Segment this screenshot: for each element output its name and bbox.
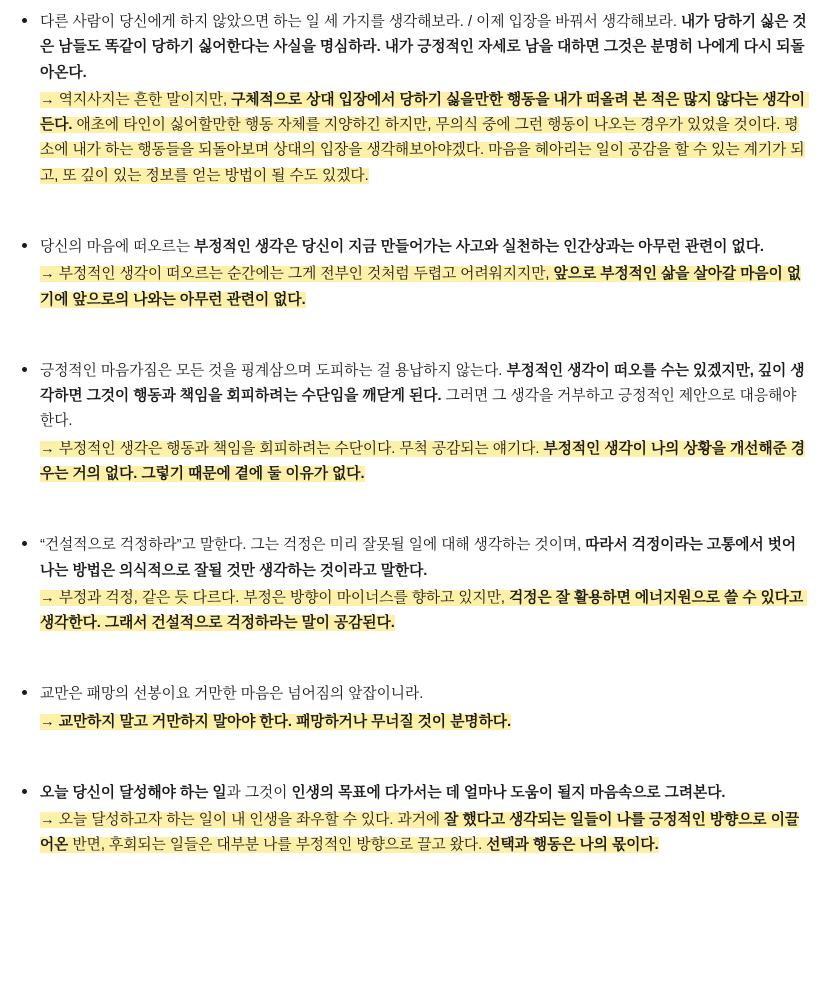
commentary-run: → 교만하지 말고 거만하지 말아야 한다. 패망하거나 무너질 것이 분명하다. [40,713,512,730]
quote-run: 따라서 걱정이라는 고통에서 벗어나는 방법은 의식적으로 잘될 것만 생각하는 것이라고 말한다. [40,537,797,579]
commentary-text [40,88,809,189]
commentary-run: → 부정적인 생각이 떠오르는 순간에는 그게 전부인 것처럼 두렵고 어려워지지만, [40,266,554,283]
commentary-run: 앞으로 부정적인 삶을 살아갈 마음이 없기에 앞으로의 나와는 아무런 관련이 없다. [40,266,802,308]
quote-text [40,682,809,707]
note-item [18,533,809,636]
quote-run: 다른 사람이 당신에게 하지 않았으면 하는 일 세 가지를 생각해보라. / 이제 입장을 바꿔서 생각해보라. [40,14,681,30]
commentary-run: 잘 했다고 생각되는 일들이 나를 긍정적인 방향으로 이끌어온 [40,812,800,854]
note-list [18,10,809,859]
commentary-run: → 역지사지는 흔한 말이지만, [40,91,232,108]
quote-run: 부정적인 생각이 떠오를 수는 있겠지만, 깊이 생각하면 그것이 행동과 책임을 회피하려는 수단임을 깨닫게 된다. [40,362,805,405]
note-item [18,781,809,859]
commentary-run: → 부정적인 생각은 행동과 책임을 회피하려는 수단이다. 무척 공감되는 얘기다. [40,440,544,457]
quote-run: 오늘 당신이 달성해야 하는 일 [40,784,227,801]
quote-run: 당신의 마음에 떠오르는 [40,238,195,255]
quote-run: 교만은 패망의 선봉이요 거만한 마음은 넘어짐의 앞잡이니라. [40,686,424,703]
quote-text [40,10,809,86]
commentary-text [40,808,809,859]
commentary-run: 부정적인 생각이 나의 상황을 개선해준 경우는 거의 없다. 그렇기 때문에 곁에 둘 이유가 없다. [40,440,806,482]
quote-run: 부정적인 생각은 당신이 지금 만들어가는 사고와 실천하는 인간상과는 아무런 관련이 없다. [194,238,764,255]
commentary-text [40,586,809,637]
quote-run: 인생의 목표에 다가서는 데 얼마나 도움이 될지 마음속으로 그려본다. [291,784,726,801]
commentary-run: 구체적으로 상대 입장에서 당하기 싫을만한 행동을 내가 떠올려 본 적은 많지 않다는 생각이 든다. [40,91,810,134]
note-item [18,10,809,189]
commentary-run: → 부정과 걱정, 같은 듯 다르다. 부정은 방향이 마이너스를 향하고 있지만, [40,589,510,606]
commentary-text [40,437,809,488]
quote-text [40,533,809,584]
quote-run: 내가 당하기 싫은 것은 남들도 똑같이 당하기 싫어한다는 사실을 명심하라. 내가 긍정적인 자세로 남을 대하면 그것은 분명히 나에게 다시 되돌아온다. [40,14,807,81]
commentary-run: → 오늘 달성하고자 하는 일이 내 인생을 좌우할 수 있다. 과거에 [40,812,445,829]
quote-text [40,235,809,260]
quote-text [40,781,809,806]
quote-run: 긍정적인 마음가짐은 모든 것을 핑계삼으며 도피하는 걸 용납하지 않는다. [40,362,507,379]
commentary-text [40,710,809,735]
note-item [18,235,809,313]
note-item [18,359,809,487]
note-item [18,682,809,735]
quote-run: 과 그것이 [226,784,292,801]
quote-run: “건설적으로 걱정하라”고 말한다. 그는 걱정은 미리 잘못될 일에 대해 생각하는 것이며, [40,537,586,554]
quote-run: 그러면 그 생각을 거부하고 긍정적인 제안으로 대응해야 한다. [40,388,801,430]
quote-text [40,359,809,435]
commentary-run: 걱정은 잘 활용하면 에너지원으로 쓸 수 있다고 생각한다. 그래서 건설적으로 걱정하라는 말이 공감된다. [40,589,808,632]
commentary-run: 애초에 타인이 싫어할만한 행동 자체를 지양하긴 하지만, 무의식 중에 그런 행동이 나오는 경우가 있었을 것이다. 평소에 내가 하는 행동들을 되돌아보며 상대의 입장을 생각해보아야겠다. 마음을 헤아리는 일이 공감을 할 수 있는 계기가 되고, 또 깊이 있는 정보를 얻는 방법이 될 수도 있겠다. [40,117,805,184]
commentary-text [40,262,809,313]
commentary-run: 선택과 행동은 나의 몫이다. [486,837,659,854]
commentary-run: 반면, 후회되는 일들은 대부분 나를 부정적인 방향으로 끌고 왔다. [68,837,487,854]
